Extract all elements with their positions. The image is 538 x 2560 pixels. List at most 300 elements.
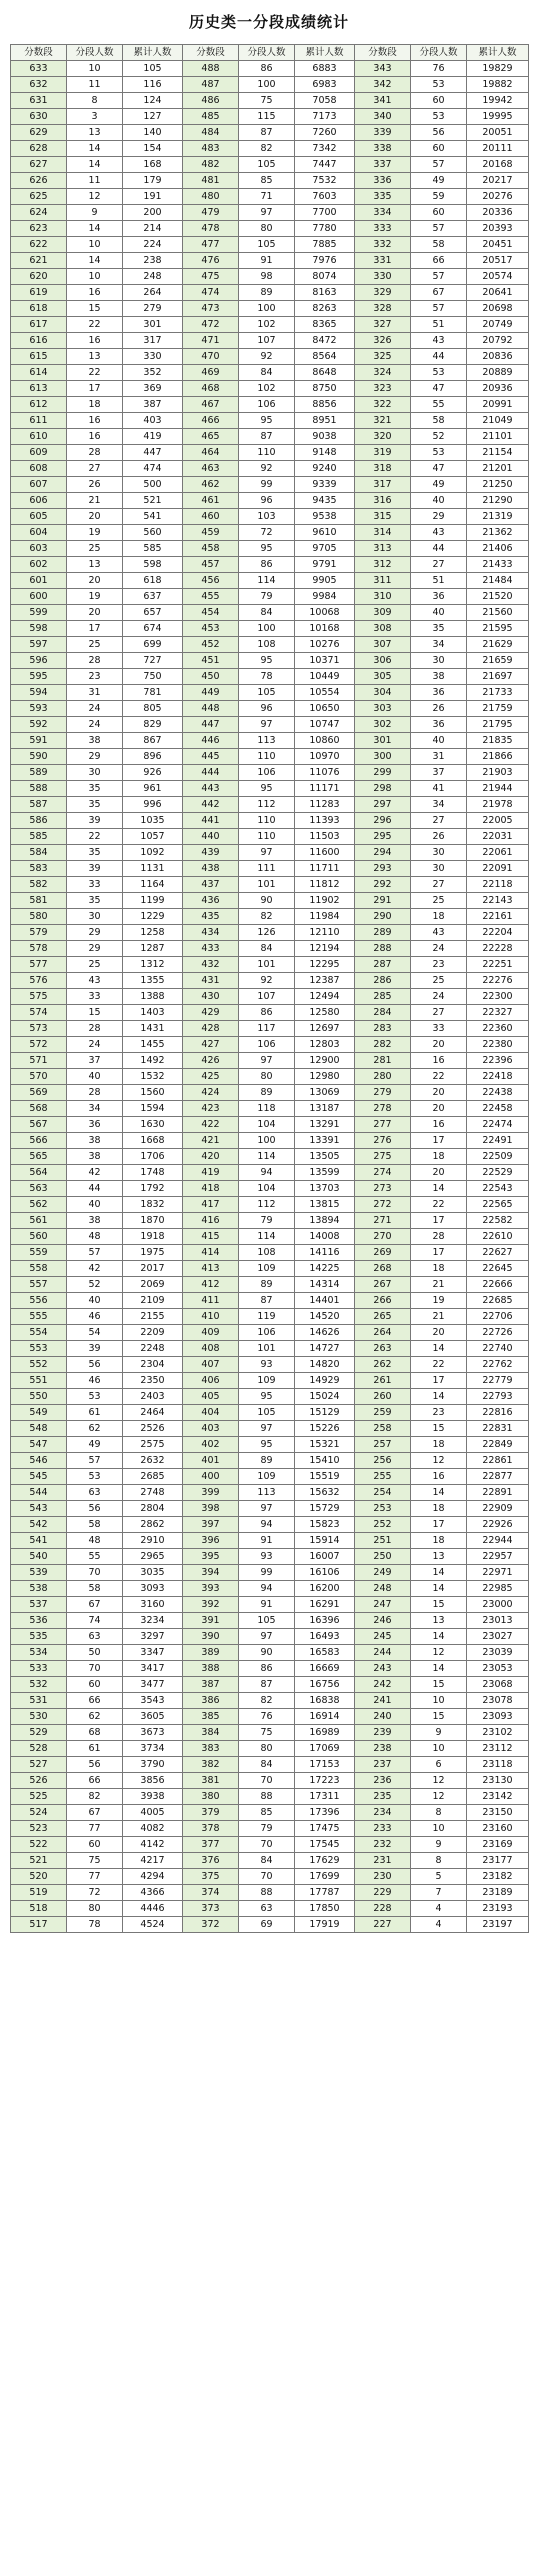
score-cell: 312 xyxy=(355,557,411,573)
cumulative-count-cell: 1594 xyxy=(123,1101,183,1117)
cumulative-count-cell: 16583 xyxy=(295,1645,355,1661)
cumulative-count-cell: 12980 xyxy=(295,1069,355,1085)
score-cell: 626 xyxy=(11,173,67,189)
cumulative-count-cell: 22380 xyxy=(467,1037,529,1053)
score-cell: 610 xyxy=(11,429,67,445)
score-cell: 248 xyxy=(355,1581,411,1597)
segment-count-cell: 44 xyxy=(411,541,467,557)
cumulative-count-cell: 22762 xyxy=(467,1357,529,1373)
segment-count-cell: 102 xyxy=(239,381,295,397)
score-cell: 260 xyxy=(355,1389,411,1405)
segment-count-cell: 75 xyxy=(239,1725,295,1741)
cumulative-count-cell: 15024 xyxy=(295,1389,355,1405)
segment-count-cell: 62 xyxy=(67,1709,123,1725)
table-row xyxy=(11,637,529,653)
cumulative-count-cell: 20889 xyxy=(467,365,529,381)
segment-count-cell: 36 xyxy=(67,1117,123,1133)
segment-count-cell: 113 xyxy=(239,733,295,749)
cumulative-count-cell: 21733 xyxy=(467,685,529,701)
score-cell: 576 xyxy=(11,973,67,989)
segment-count-cell: 17 xyxy=(411,1517,467,1533)
score-cell: 466 xyxy=(183,413,239,429)
segment-count-cell: 51 xyxy=(411,573,467,589)
score-cell: 620 xyxy=(11,269,67,285)
segment-count-cell: 13 xyxy=(67,349,123,365)
score-cell: 388 xyxy=(183,1661,239,1677)
cumulative-count-cell: 23078 xyxy=(467,1693,529,1709)
cumulative-count-cell: 9905 xyxy=(295,573,355,589)
cumulative-count-cell: 21595 xyxy=(467,621,529,637)
score-cell: 487 xyxy=(183,77,239,93)
cumulative-count-cell: 896 xyxy=(123,749,183,765)
cumulative-count-cell: 15410 xyxy=(295,1453,355,1469)
cumulative-count-cell: 16669 xyxy=(295,1661,355,1677)
table-row xyxy=(11,1357,529,1373)
segment-count-cell: 47 xyxy=(411,381,467,397)
cumulative-count-cell: 22849 xyxy=(467,1437,529,1453)
cumulative-count-cell: 1131 xyxy=(123,861,183,877)
score-cell: 330 xyxy=(355,269,411,285)
table-row xyxy=(11,1549,529,1565)
cumulative-count-cell: 23053 xyxy=(467,1661,529,1677)
segment-count-cell: 100 xyxy=(239,1133,295,1149)
segment-count-cell: 43 xyxy=(411,333,467,349)
cumulative-count-cell: 618 xyxy=(123,573,183,589)
score-cell: 540 xyxy=(11,1549,67,1565)
table-row xyxy=(11,749,529,765)
segment-count-cell: 57 xyxy=(411,301,467,317)
score-cell: 255 xyxy=(355,1469,411,1485)
score-cell: 551 xyxy=(11,1373,67,1389)
score-cell: 595 xyxy=(11,669,67,685)
table-row xyxy=(11,381,529,397)
score-cell: 271 xyxy=(355,1213,411,1229)
cumulative-count-cell: 2632 xyxy=(123,1453,183,1469)
segment-count-cell: 86 xyxy=(239,557,295,573)
score-cell: 582 xyxy=(11,877,67,893)
score-cell: 415 xyxy=(183,1229,239,1245)
score-cell: 581 xyxy=(11,893,67,909)
cumulative-count-cell: 11902 xyxy=(295,893,355,909)
cumulative-count-cell: 15519 xyxy=(295,1469,355,1485)
cumulative-count-cell: 23000 xyxy=(467,1597,529,1613)
segment-count-cell: 106 xyxy=(239,1037,295,1053)
cumulative-count-cell: 12387 xyxy=(295,973,355,989)
column-header: 分数段 xyxy=(183,45,239,61)
segment-count-cell: 22 xyxy=(411,1197,467,1213)
cumulative-count-cell: 3297 xyxy=(123,1629,183,1645)
score-cell: 409 xyxy=(183,1325,239,1341)
segment-count-cell: 112 xyxy=(239,797,295,813)
score-cell: 452 xyxy=(183,637,239,653)
score-cell: 529 xyxy=(11,1725,67,1741)
segment-count-cell: 41 xyxy=(411,781,467,797)
segment-count-cell: 28 xyxy=(67,1021,123,1037)
cumulative-count-cell: 4366 xyxy=(123,1885,183,1901)
cumulative-count-cell: 22971 xyxy=(467,1565,529,1581)
score-cell: 242 xyxy=(355,1677,411,1693)
cumulative-count-cell: 15729 xyxy=(295,1501,355,1517)
column-header: 分段人数 xyxy=(411,45,467,61)
segment-count-cell: 108 xyxy=(239,637,295,653)
table-row xyxy=(11,333,529,349)
score-cell: 377 xyxy=(183,1837,239,1853)
cumulative-count-cell: 7173 xyxy=(295,109,355,125)
segment-count-cell: 100 xyxy=(239,621,295,637)
cumulative-count-cell: 500 xyxy=(123,477,183,493)
cumulative-count-cell: 1057 xyxy=(123,829,183,845)
score-cell: 328 xyxy=(355,301,411,317)
score-cell: 398 xyxy=(183,1501,239,1517)
score-cell: 241 xyxy=(355,1693,411,1709)
score-cell: 488 xyxy=(183,61,239,77)
column-header: 分数段 xyxy=(355,45,411,61)
segment-count-cell: 27 xyxy=(411,1005,467,1021)
score-cell: 261 xyxy=(355,1373,411,1389)
score-cell: 463 xyxy=(183,461,239,477)
segment-count-cell: 105 xyxy=(239,157,295,173)
score-cell: 544 xyxy=(11,1485,67,1501)
score-cell: 228 xyxy=(355,1901,411,1917)
cumulative-count-cell: 8951 xyxy=(295,413,355,429)
cumulative-count-cell: 1312 xyxy=(123,957,183,973)
score-cell: 479 xyxy=(183,205,239,221)
table-row xyxy=(11,1597,529,1613)
cumulative-count-cell: 9038 xyxy=(295,429,355,445)
cumulative-count-cell: 264 xyxy=(123,285,183,301)
segment-count-cell: 53 xyxy=(411,109,467,125)
score-cell: 427 xyxy=(183,1037,239,1053)
score-cell: 592 xyxy=(11,717,67,733)
segment-count-cell: 71 xyxy=(239,189,295,205)
cumulative-count-cell: 2862 xyxy=(123,1517,183,1533)
table-row xyxy=(11,173,529,189)
table-row xyxy=(11,237,529,253)
cumulative-count-cell: 10371 xyxy=(295,653,355,669)
cumulative-count-cell: 2748 xyxy=(123,1485,183,1501)
cumulative-count-cell: 12580 xyxy=(295,1005,355,1021)
cumulative-count-cell: 14225 xyxy=(295,1261,355,1277)
score-cell: 476 xyxy=(183,253,239,269)
score-cell: 311 xyxy=(355,573,411,589)
segment-count-cell: 12 xyxy=(411,1773,467,1789)
score-cell: 534 xyxy=(11,1645,67,1661)
segment-count-cell: 14 xyxy=(67,141,123,157)
cumulative-count-cell: 16989 xyxy=(295,1725,355,1741)
cumulative-count-cell: 474 xyxy=(123,461,183,477)
cumulative-count-cell: 23182 xyxy=(467,1869,529,1885)
cumulative-count-cell: 20574 xyxy=(467,269,529,285)
segment-count-cell: 110 xyxy=(239,829,295,845)
segment-count-cell: 14 xyxy=(411,1389,467,1405)
score-cell: 289 xyxy=(355,925,411,941)
cumulative-count-cell: 14626 xyxy=(295,1325,355,1341)
score-cell: 623 xyxy=(11,221,67,237)
score-cell: 579 xyxy=(11,925,67,941)
score-cell: 546 xyxy=(11,1453,67,1469)
score-cell: 458 xyxy=(183,541,239,557)
score-cell: 585 xyxy=(11,829,67,845)
segment-count-cell: 49 xyxy=(411,477,467,493)
cumulative-count-cell: 6883 xyxy=(295,61,355,77)
cumulative-count-cell: 14116 xyxy=(295,1245,355,1261)
cumulative-count-cell: 9610 xyxy=(295,525,355,541)
score-cell: 444 xyxy=(183,765,239,781)
column-header: 累计人数 xyxy=(123,45,183,61)
score-cell: 559 xyxy=(11,1245,67,1261)
score-cell: 578 xyxy=(11,941,67,957)
segment-count-cell: 55 xyxy=(67,1549,123,1565)
score-cell: 229 xyxy=(355,1885,411,1901)
table-row xyxy=(11,1165,529,1181)
score-cell: 434 xyxy=(183,925,239,941)
segment-count-cell: 35 xyxy=(67,893,123,909)
segment-count-cell: 18 xyxy=(411,1501,467,1517)
cumulative-count-cell: 22204 xyxy=(467,925,529,941)
cumulative-count-cell: 699 xyxy=(123,637,183,653)
segment-count-cell: 25 xyxy=(67,957,123,973)
segment-count-cell: 86 xyxy=(239,61,295,77)
segment-count-cell: 30 xyxy=(411,861,467,877)
score-cell: 589 xyxy=(11,765,67,781)
table-row xyxy=(11,477,529,493)
score-cell: 332 xyxy=(355,237,411,253)
score-cell: 381 xyxy=(183,1773,239,1789)
segment-count-cell: 17 xyxy=(411,1245,467,1261)
segment-count-cell: 17 xyxy=(67,621,123,637)
score-cell: 435 xyxy=(183,909,239,925)
score-cell: 402 xyxy=(183,1437,239,1453)
segment-count-cell: 20 xyxy=(411,1037,467,1053)
table-row xyxy=(11,1149,529,1165)
table-row xyxy=(11,797,529,813)
segment-count-cell: 5 xyxy=(411,1869,467,1885)
score-cell: 531 xyxy=(11,1693,67,1709)
cumulative-count-cell: 7058 xyxy=(295,93,355,109)
cumulative-count-cell: 1403 xyxy=(123,1005,183,1021)
score-cell: 564 xyxy=(11,1165,67,1181)
segment-count-cell: 94 xyxy=(239,1581,295,1597)
cumulative-count-cell: 238 xyxy=(123,253,183,269)
cumulative-count-cell: 22861 xyxy=(467,1453,529,1469)
cumulative-count-cell: 560 xyxy=(123,525,183,541)
score-cell: 608 xyxy=(11,461,67,477)
segment-count-cell: 28 xyxy=(67,445,123,461)
cumulative-count-cell: 2910 xyxy=(123,1533,183,1549)
segment-count-cell: 86 xyxy=(239,1661,295,1677)
score-cell: 407 xyxy=(183,1357,239,1373)
table-header-row xyxy=(11,45,529,61)
score-cell: 553 xyxy=(11,1341,67,1357)
segment-count-cell: 42 xyxy=(67,1261,123,1277)
segment-count-cell: 105 xyxy=(239,1405,295,1421)
cumulative-count-cell: 14401 xyxy=(295,1293,355,1309)
segment-count-cell: 48 xyxy=(67,1229,123,1245)
segment-count-cell: 13 xyxy=(411,1549,467,1565)
cumulative-count-cell: 3856 xyxy=(123,1773,183,1789)
cumulative-count-cell: 781 xyxy=(123,685,183,701)
cumulative-count-cell: 22685 xyxy=(467,1293,529,1309)
score-cell: 342 xyxy=(355,77,411,93)
segment-count-cell: 85 xyxy=(239,173,295,189)
cumulative-count-cell: 2403 xyxy=(123,1389,183,1405)
score-cell: 591 xyxy=(11,733,67,749)
segment-count-cell: 18 xyxy=(411,1149,467,1165)
segment-count-cell: 40 xyxy=(411,493,467,509)
segment-count-cell: 68 xyxy=(67,1725,123,1741)
segment-count-cell: 110 xyxy=(239,445,295,461)
cumulative-count-cell: 19995 xyxy=(467,109,529,125)
segment-count-cell: 72 xyxy=(239,525,295,541)
segment-count-cell: 50 xyxy=(67,1645,123,1661)
score-cell: 233 xyxy=(355,1821,411,1837)
segment-count-cell: 110 xyxy=(239,749,295,765)
score-cell: 301 xyxy=(355,733,411,749)
segment-count-cell: 60 xyxy=(411,93,467,109)
table-row xyxy=(11,1693,529,1709)
segment-count-cell: 8 xyxy=(411,1853,467,1869)
cumulative-count-cell: 248 xyxy=(123,269,183,285)
score-cell: 284 xyxy=(355,1005,411,1021)
segment-count-cell: 63 xyxy=(67,1485,123,1501)
table-row xyxy=(11,205,529,221)
cumulative-count-cell: 12900 xyxy=(295,1053,355,1069)
table-row xyxy=(11,77,529,93)
score-cell: 395 xyxy=(183,1549,239,1565)
table-row xyxy=(11,973,529,989)
segment-count-cell: 66 xyxy=(411,253,467,269)
segment-count-cell: 14 xyxy=(67,221,123,237)
score-cell: 247 xyxy=(355,1597,411,1613)
score-cell: 240 xyxy=(355,1709,411,1725)
cumulative-count-cell: 21154 xyxy=(467,445,529,461)
score-cell: 269 xyxy=(355,1245,411,1261)
segment-count-cell: 53 xyxy=(411,445,467,461)
table-row xyxy=(11,941,529,957)
segment-count-cell: 110 xyxy=(239,813,295,829)
segment-count-cell: 35 xyxy=(67,781,123,797)
cumulative-count-cell: 11171 xyxy=(295,781,355,797)
score-cell: 258 xyxy=(355,1421,411,1437)
score-cell: 453 xyxy=(183,621,239,637)
table-row xyxy=(11,493,529,509)
cumulative-count-cell: 750 xyxy=(123,669,183,685)
segment-count-cell: 90 xyxy=(239,893,295,909)
cumulative-count-cell: 674 xyxy=(123,621,183,637)
cumulative-count-cell: 2069 xyxy=(123,1277,183,1293)
cumulative-count-cell: 20111 xyxy=(467,141,529,157)
segment-count-cell: 8 xyxy=(411,1805,467,1821)
cumulative-count-cell: 11984 xyxy=(295,909,355,925)
cumulative-count-cell: 22816 xyxy=(467,1405,529,1421)
score-cell: 475 xyxy=(183,269,239,285)
score-cell: 403 xyxy=(183,1421,239,1437)
score-cell: 317 xyxy=(355,477,411,493)
cumulative-count-cell: 22565 xyxy=(467,1197,529,1213)
score-cell: 245 xyxy=(355,1629,411,1645)
score-cell: 277 xyxy=(355,1117,411,1133)
score-cell: 394 xyxy=(183,1565,239,1581)
cumulative-count-cell: 11283 xyxy=(295,797,355,813)
table-row xyxy=(11,461,529,477)
segment-count-cell: 95 xyxy=(239,1389,295,1405)
table-row xyxy=(11,269,529,285)
table-row xyxy=(11,61,529,77)
cumulative-count-cell: 20168 xyxy=(467,157,529,173)
cumulative-count-cell: 23177 xyxy=(467,1853,529,1869)
cumulative-count-cell: 10168 xyxy=(295,621,355,637)
segment-count-cell: 16 xyxy=(411,1117,467,1133)
segment-count-cell: 14 xyxy=(411,1485,467,1501)
cumulative-count-cell: 21697 xyxy=(467,669,529,685)
score-cell: 270 xyxy=(355,1229,411,1245)
score-cell: 486 xyxy=(183,93,239,109)
cumulative-count-cell: 9538 xyxy=(295,509,355,525)
segment-count-cell: 44 xyxy=(67,1181,123,1197)
score-cell: 341 xyxy=(355,93,411,109)
score-cell: 246 xyxy=(355,1613,411,1629)
cumulative-count-cell: 4217 xyxy=(123,1853,183,1869)
cumulative-count-cell: 867 xyxy=(123,733,183,749)
score-cell: 481 xyxy=(183,173,239,189)
segment-count-cell: 19 xyxy=(411,1293,467,1309)
segment-count-cell: 14 xyxy=(411,1629,467,1645)
score-cell: 526 xyxy=(11,1773,67,1789)
segment-count-cell: 88 xyxy=(239,1885,295,1901)
column-header: 分段人数 xyxy=(239,45,295,61)
score-cell: 391 xyxy=(183,1613,239,1629)
score-cell: 310 xyxy=(355,589,411,605)
segment-count-cell: 58 xyxy=(67,1581,123,1597)
segment-count-cell: 57 xyxy=(67,1453,123,1469)
score-cell: 539 xyxy=(11,1565,67,1581)
segment-count-cell: 38 xyxy=(67,733,123,749)
cumulative-count-cell: 7700 xyxy=(295,205,355,221)
cumulative-count-cell: 105 xyxy=(123,61,183,77)
segment-count-cell: 58 xyxy=(67,1517,123,1533)
cumulative-count-cell: 22831 xyxy=(467,1421,529,1437)
segment-count-cell: 82 xyxy=(239,1693,295,1709)
score-cell: 282 xyxy=(355,1037,411,1053)
score-cell: 627 xyxy=(11,157,67,173)
cumulative-count-cell: 14520 xyxy=(295,1309,355,1325)
score-cell: 524 xyxy=(11,1805,67,1821)
score-cell: 443 xyxy=(183,781,239,797)
cumulative-count-cell: 8856 xyxy=(295,397,355,413)
cumulative-count-cell: 21759 xyxy=(467,701,529,717)
score-cell: 393 xyxy=(183,1581,239,1597)
segment-count-cell: 112 xyxy=(239,1197,295,1213)
cumulative-count-cell: 7532 xyxy=(295,173,355,189)
segment-count-cell: 46 xyxy=(67,1373,123,1389)
segment-count-cell: 97 xyxy=(239,1421,295,1437)
cumulative-count-cell: 4446 xyxy=(123,1901,183,1917)
cumulative-count-cell: 1630 xyxy=(123,1117,183,1133)
segment-count-cell: 106 xyxy=(239,397,295,413)
segment-count-cell: 35 xyxy=(67,797,123,813)
score-cell: 557 xyxy=(11,1277,67,1293)
segment-count-cell: 104 xyxy=(239,1117,295,1133)
segment-count-cell: 12 xyxy=(67,189,123,205)
cumulative-count-cell: 22061 xyxy=(467,845,529,861)
score-cell: 266 xyxy=(355,1293,411,1309)
score-cell: 235 xyxy=(355,1789,411,1805)
table-row xyxy=(11,1021,529,1037)
column-header: 累计人数 xyxy=(295,45,355,61)
table-row xyxy=(11,1485,529,1501)
segment-count-cell: 62 xyxy=(67,1421,123,1437)
score-cell: 405 xyxy=(183,1389,239,1405)
